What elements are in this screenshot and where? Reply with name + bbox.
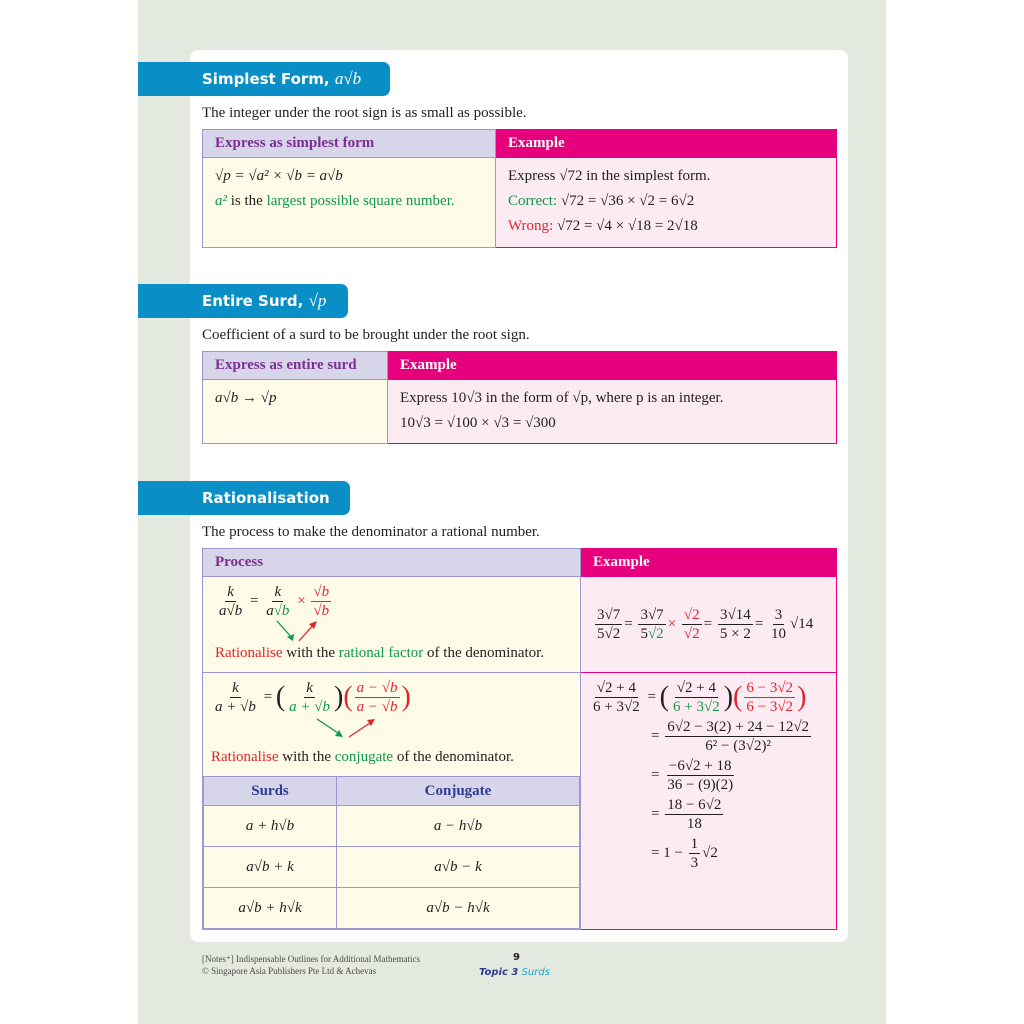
numerator: √2	[683, 607, 700, 623]
step-5	[589, 835, 828, 872]
numerator: √2 + 4	[676, 680, 716, 696]
denominator: 6 − 3√2	[746, 699, 794, 715]
numerator: 3	[774, 607, 783, 623]
fraction	[769, 606, 788, 643]
times-sign: ×	[297, 592, 306, 609]
correct-working: √72 = √36 × √2 = 6√2	[560, 193, 695, 209]
footer-book-title: [Notes⁺] Indispensable Outlines for Additional Mathematics	[202, 954, 420, 964]
simplest-rule-formula: √p = √a² × √b = a√b	[215, 168, 343, 184]
denominator: √b	[313, 603, 330, 619]
conjugate-cell: a − h√b	[337, 806, 580, 847]
rationalise-arrows-icon	[273, 619, 333, 645]
wrong-working: √72 = √4 × √18 = 2√18	[556, 218, 698, 234]
example-question: Express √72 in the simplest form.	[508, 168, 711, 184]
surd-cell: a√b + h√k	[204, 888, 337, 929]
header-example: Example	[496, 130, 837, 158]
entire-rule-cell	[203, 380, 388, 444]
fraction	[287, 679, 332, 716]
fraction	[718, 606, 753, 643]
rational-intro: The process to make the denominator a rational number.	[202, 524, 540, 540]
denominator: 18	[686, 816, 702, 832]
fraction	[213, 679, 258, 716]
conjugate-fraction	[355, 679, 400, 716]
fraction	[665, 718, 811, 755]
step-2: = $\frac{6√2 - 3(2) + 24 - 12√2}{\text{6² − (3√2)²}}$	[651, 719, 810, 754]
example-working: 10√3 = √100 × √3 = √300	[400, 415, 556, 431]
table-row	[204, 888, 580, 929]
correct-label: Correct:	[508, 193, 561, 209]
step-1: $\frac{√2 + 4}{6 + 3√2}$ = ( $\frac{√2 + 4}{6 + 3√2}$ )( $\frac{6 - 3√2}{6 - 3√2}$ )	[593, 680, 807, 715]
denominator: a − √b	[356, 699, 398, 715]
footer-credits	[202, 953, 420, 977]
fraction	[595, 606, 622, 643]
conjugate-cell: a√b − k	[337, 847, 580, 888]
numerator: 6 − 3√2	[746, 680, 794, 696]
surd-cell: a√b + k	[204, 847, 337, 888]
denominator: 6 + 3√2	[673, 699, 720, 715]
conjugate-word: conjugate	[334, 749, 394, 765]
rule-text: is the	[227, 193, 267, 209]
simplest-example-cell	[496, 158, 837, 248]
rational-factor-fraction	[311, 583, 331, 620]
denominator: a + √b	[289, 699, 331, 715]
simplest-rule-cell	[203, 158, 496, 248]
numerator: √2 + 4	[596, 680, 636, 696]
header-surds: Surds	[204, 777, 337, 806]
text: with the	[278, 749, 335, 765]
den-root: √2	[647, 626, 664, 642]
fraction	[217, 583, 244, 620]
section-title-text: Simplest Form,	[202, 70, 335, 88]
surd-cell: a + h√b	[204, 806, 337, 847]
denominator: 36 − (9)(2)	[667, 777, 734, 793]
den-a: 5	[640, 626, 648, 642]
fraction	[665, 796, 723, 833]
footer-copyright: © Singapore Asia Publishers Pte Ltd & Achevas	[202, 966, 377, 976]
text: with the	[282, 645, 339, 661]
example-conjugate-cell	[581, 673, 837, 930]
den-a: a	[266, 603, 274, 619]
numerator: −6√2 + 18	[668, 758, 732, 774]
denominator: a + √b	[215, 699, 256, 715]
header-express-entire: Express as entire surd	[203, 352, 388, 380]
page-number: 9	[513, 952, 520, 963]
section-title-simplest-form	[138, 62, 390, 96]
numerator: k	[306, 680, 313, 696]
example-rational-factor-cell: $\frac{3√7}{5√2}$ = $\frac{3√7}{5√2}$ × $\frac{√2}{√2}$ = $\frac{3√14}{5 \times 2}$ = $\frac{3}{10}$ √14	[581, 577, 837, 673]
section-title-text: Rationalisation	[202, 489, 330, 507]
rationalise-word: Rationalise	[211, 749, 279, 765]
denominator: 5√2	[597, 626, 621, 642]
numerator: 6√2 − 3(2) + 24 − 12√2	[667, 719, 810, 735]
fraction	[591, 679, 642, 716]
rational-factor-word: rational factor	[338, 645, 424, 661]
tail: √2	[702, 844, 718, 861]
simplest-intro: The integer under the root sign is as small as possible.	[202, 105, 527, 121]
text: of the denominator.	[393, 749, 514, 765]
section-title-math: √p	[308, 291, 327, 310]
denominator: √2	[683, 626, 700, 642]
numerator: a − √b	[356, 680, 398, 696]
header-conjugate: Conjugate	[337, 777, 580, 806]
footer-topic	[479, 967, 550, 978]
conjugate-cell: a√b − h√k	[337, 888, 580, 929]
section-title-math: a√b	[334, 69, 362, 88]
section-title-entire-surd	[138, 284, 348, 318]
numerator: k	[274, 584, 282, 600]
simplest-form-table	[202, 129, 837, 248]
denominator: a√b	[219, 603, 243, 619]
numerator: √b	[313, 584, 330, 600]
numerator: 3√14	[719, 607, 751, 623]
numerator: 3√7	[640, 607, 664, 623]
step-3: = $\frac{-6√2 + 18}{36 - (9)(2)}$	[651, 758, 734, 793]
tail: √14	[790, 615, 814, 632]
example-question: Express 10√3 in the form of √p, where p is an integer.	[400, 390, 724, 406]
numerator: 3√7	[597, 607, 621, 623]
denominator: 5 × 2	[719, 626, 751, 642]
den-root: √b	[273, 603, 290, 619]
entire-example-cell	[388, 380, 837, 444]
process-conjugate-cell: $\frac{k}{a + √b}$ = ( $\frac{k}{a + √b}$ )( $\frac{a - √b}{a - √b}$ ) Rationalise with the conjugate of the denominator. Surds Conjugate a + h√b a − h√b a√b + k a√b − k a√b + h√k a√b − h√k	[203, 673, 581, 930]
entire-intro: Coefficient of a surd to be brought under the root sign.	[202, 327, 530, 343]
numerator: k	[232, 680, 239, 696]
conjugate-fraction	[744, 679, 795, 716]
denominator	[264, 602, 291, 620]
fraction	[264, 583, 291, 620]
denominator: 3	[690, 855, 699, 871]
fraction	[638, 606, 665, 643]
denominator: 6² − (3√2)²	[705, 738, 771, 754]
section-title-rationalisation	[138, 481, 350, 515]
step-4: = $\frac{18 - 6√2}{18}$	[651, 797, 722, 832]
denominator	[638, 625, 665, 643]
rationalisation-table	[202, 548, 837, 930]
numerator: 1	[690, 836, 699, 852]
numerator: 18 − 6√2	[667, 797, 722, 813]
wrong-label: Wrong:	[508, 218, 557, 234]
topic-label: Topic 3	[479, 967, 519, 978]
a-squared: a²	[215, 193, 227, 209]
table-row	[204, 806, 580, 847]
denominator: 10	[771, 626, 787, 642]
header-process: Process	[203, 549, 581, 577]
numerator: k	[227, 584, 234, 600]
text: of the denominator.	[423, 645, 545, 661]
conjugate-table	[203, 776, 580, 929]
header-example: Example	[581, 549, 837, 577]
conjugate-arrows-icon	[313, 717, 383, 741]
text: = 1 −	[651, 844, 687, 861]
denominator: 6 + 3√2	[593, 699, 640, 715]
header-express-simplest: Express as simplest form	[203, 130, 496, 158]
entire-surd-table	[202, 351, 837, 444]
header-example: Example	[388, 352, 837, 380]
rule-highlight: largest possible square number.	[266, 193, 455, 209]
fraction	[682, 606, 702, 643]
fraction	[689, 835, 701, 872]
entire-rule-formula: a√b → √p	[215, 390, 277, 406]
fraction	[671, 679, 722, 716]
topic-name: Surds	[521, 967, 550, 978]
table-row	[204, 847, 580, 888]
fraction	[665, 757, 735, 794]
process-rational-factor-cell: $\frac{k}{a√b}$ = $\frac{k}{a√b}$ × $\frac{√b}{√b}$ Rationalise with the rational factor of the denominator.	[203, 577, 581, 673]
rationalise-word: Rationalise	[215, 645, 283, 661]
section-title-text: Entire Surd,	[202, 292, 309, 310]
